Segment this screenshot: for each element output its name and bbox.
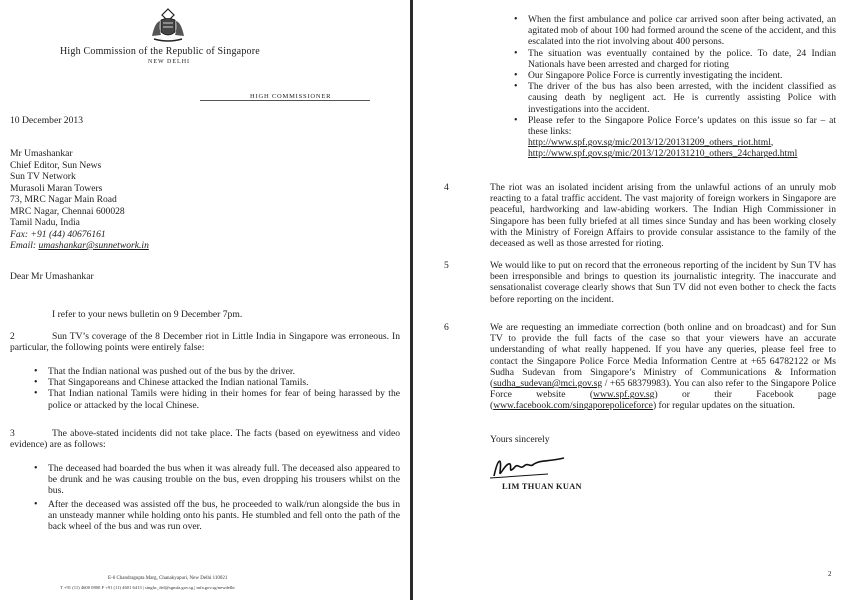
- signature-mark: [488, 452, 568, 480]
- recipient-email-link[interactable]: umashankar@sunnetwork.in: [38, 240, 149, 251]
- list-item: • After the deceased was assisted off the bus, he proceeded to walk/run alongside the bus in an unsteady manner while holding onto his pants. He stumbled and fell onto the path of the back wheel of the bus and was run over.: [34, 499, 400, 533]
- link-separator: ,: [770, 137, 774, 149]
- org-name: High Commission of the Republic of Singapore: [60, 46, 260, 57]
- list-item-links: [514, 115, 836, 160]
- list-item: • When the first ambulance and police car arrived soon after being activated, an agitated mob of about 100 had formed around the scene of the accident, and this escalated into the riot involving about 400 persons.: [514, 14, 836, 48]
- paragraph-text: Sun TV’s coverage of the 8 December riot in Little India in Singapore was erroneous. In particular, the following points were entirely false:: [10, 331, 400, 354]
- email-label: Email:: [10, 240, 39, 251]
- recipient-country: Tamil Nadu, India: [10, 217, 80, 228]
- recipient-email-line: [10, 240, 149, 252]
- footer-address: E-6 Chandragupta Marg, Chanakyapuri, New Delhi 110021: [108, 576, 228, 581]
- list-item: • Our Singapore Police Force is currently investigating the incident.: [514, 70, 836, 81]
- spf-link-riot[interactable]: http://www.spf.gov.sg/mic/2013/12/20131209_others_riot.html: [528, 137, 771, 149]
- recipient-street: 73, MRC Nagar Main Road: [10, 194, 117, 205]
- facebook-page-link[interactable]: www.facebook.com/singaporepoliceforce: [493, 400, 653, 412]
- list-item: • The driver of the bus has also been arrested, with the incident classified as causing death by negligent act. He is currently assisting Police with investigations into the accident.: [514, 81, 836, 115]
- facts-list: [34, 463, 400, 532]
- page-divider: [410, 0, 413, 600]
- paragraph-number: 2: [10, 331, 15, 342]
- paragraph-text-b: / +65 68379983). You can also refer to the Singapore Police Force website (: [490, 378, 836, 401]
- letter-page-1: [0, 0, 410, 600]
- recipient-title: Chief Editor, Sun News: [10, 159, 102, 171]
- paragraph-text-c: ) or their Facebook page (: [490, 389, 836, 412]
- false-points-list: [34, 366, 400, 411]
- paragraph-3: [10, 428, 400, 450]
- coat-of-arms-icon: [148, 6, 188, 44]
- paragraph-text: We would like to put on record that the erroneous reporting of the incident by Sun TV has been irresponsible and brings to question its journalistic integrity. The inaccurate and sensationalist coverage clearly shows that Sun TV did not even bother to check the facts before reporting on the incident.: [490, 260, 836, 305]
- facts-list-continued: [514, 14, 836, 160]
- letter-page-2: [416, 0, 842, 600]
- recipient-area: MRC Nagar, Chennai 600028: [10, 205, 125, 217]
- paragraph-text: The riot was an isolated incident arising from the unlawful actions of an unruly mob reacting to a fatal traffic accident. The vast majority of foreign workers in Singapore are peaceful, hardworking and law-abiding workers. The Indian High Commissioner in Singapore has been fully briefed at all times since Sunday and has been working closely with the Ministry of Foreign Affairs to provide consular assistance to the family of the deceased as well as those arrested for rioting.: [490, 182, 836, 250]
- spf-website-link[interactable]: www.spf.gov.sg: [593, 389, 655, 401]
- list-item: • That Indian national Tamils were hiding in their homes for fear of being harassed by the police or attacked by the local Chinese.: [34, 388, 400, 410]
- paragraph-text-d: ) for regular updates on the situation.: [652, 400, 795, 412]
- closing: Yours sincerely: [490, 434, 550, 445]
- paragraph-text: The above-stated incidents did not take place. The facts (based on eyewitness and video evidence) are as follows:: [10, 428, 400, 451]
- recipient-fax: Fax: +91 (44) 40676161: [10, 228, 106, 240]
- list-item: • That the Indian national was pushed out of the bus by the driver.: [34, 366, 400, 377]
- paragraph-4: [444, 182, 836, 250]
- recipient-name: Mr Umashankar: [10, 148, 73, 159]
- office-label: HIGH COMMISSIONER: [250, 93, 332, 100]
- reference-line: I refer to your news bulletin on 9 December 7pm.: [52, 309, 243, 320]
- paragraph-number: 3: [10, 428, 15, 439]
- mci-email-link[interactable]: sudha_sudevan@mci.gov.sg: [493, 378, 603, 390]
- recipient-address: [10, 148, 149, 252]
- paragraph-number: 5: [444, 260, 449, 271]
- list-item: • That Singaporeans and Chinese attacked the Indian national Tamils.: [34, 377, 400, 388]
- header-rule: [200, 100, 370, 101]
- recipient-building: Murasoli Maran Towers: [10, 182, 103, 194]
- links-intro: Please refer to the Singapore Police Force’s updates on this issue so far – at these links:: [528, 114, 836, 138]
- page-number: 2: [828, 570, 832, 578]
- org-city: NEW DELHI: [148, 59, 191, 65]
- paragraph-text-a: We are requesting an immediate correction (both online and on broadcast) and for Sun TV to provide the full facts of the case so that your viewers have an accurate understanding of what really happened. If you have any queries, please feel free to contact the Singapore Police Force Media Information Centre at +65 64782122 or Ms Sudha Sudevan from Singapore’s Ministry of Communications & Information (: [490, 322, 836, 390]
- paragraph-6: [444, 322, 836, 412]
- paragraph-number: 4: [444, 182, 449, 193]
- signatory-name: LIM THUAN KUAN: [502, 482, 582, 491]
- paragraph-2: [10, 331, 400, 353]
- spf-link-charged[interactable]: http://www.spf.gov.sg/mic/2013/12/20131210_others_24charged.html: [528, 148, 798, 160]
- paragraph-5: [444, 260, 836, 305]
- paragraph-number: 6: [444, 322, 449, 333]
- list-item: • The situation was eventually contained by the police. To date, 24 Indian Nationals have been arrested and charged for rioting: [514, 48, 836, 70]
- footer-contact: T +91 (11) 4600 0800 F +91 (11) 4601 6413 | singhc_del@sgmfa.gov.sg | mfa.gov.sg/newdelhi: [60, 585, 235, 590]
- salutation: Dear Mr Umashankar: [10, 271, 94, 282]
- list-item: • The deceased had boarded the bus when it was already full. The deceased also appeared to be drunk and he was causing trouble on the bus, even dropping his trousers whilst on the bus.: [34, 463, 400, 497]
- letter-date: 10 December 2013: [10, 115, 83, 126]
- recipient-company: Sun TV Network: [10, 171, 76, 182]
